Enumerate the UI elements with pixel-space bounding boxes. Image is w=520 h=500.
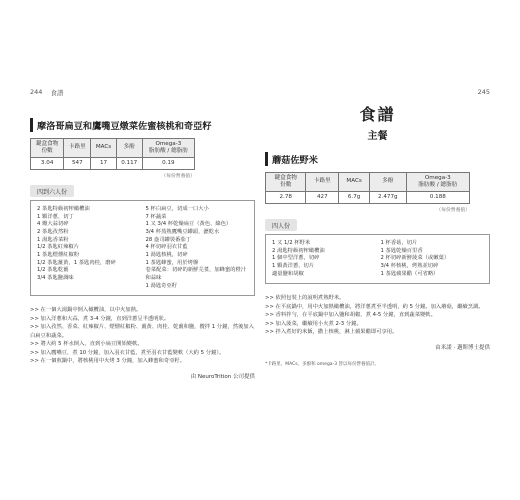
feature-heading-sub: 主餐 [367,131,388,142]
left-ingredients-col-1 [37,206,140,290]
left-steps [30,306,255,365]
step-text: >> 拌入煮好的米飯，撒上核桃，淋上蘋果醋即可享用。 [265,329,398,336]
nutrition-header-cell: 多酚 [370,173,407,192]
right-servings-label: 四人份 [265,219,297,231]
step-text: >> 加入洋蔥和大蒜，煮 3-4 分鐘，直到洋蔥呈半透明狀。 [30,315,170,322]
nutrition-header-row [266,173,470,192]
ingredient-item: 1 又 3/4 杯乾燥扁豆（黃色、綠色） [145,221,232,228]
ingredient-item: 4 杯切碎羽衣甘藍 [145,244,188,251]
step-text: >> 依照包裝上的說明煮熟野米。 [265,295,345,302]
right-page-number: 245 [477,88,490,96]
ingredient-item: 1 湯匙香菜粉 [37,236,69,243]
ingredient-item: 28 盎司罐裝番茄丁 [145,236,192,243]
ingredient-item: 1/2 茶匙薑黃，1 茶匙肉桂，磨碎 [37,259,116,266]
nutrition-header-cell: 鍵盒食物 份數 [31,139,64,158]
step-text: >> 加入鷹嘴豆，煮 10 分鐘，加入羽衣甘藍，煮至羽衣甘藍變軟（大約 5 分鐘）。 [30,349,225,356]
nutrition-value-row [31,157,195,169]
nutrition-value-cell: 427 [306,191,339,203]
left-ingredients-box [30,200,255,296]
left-nutrition-table [30,138,195,170]
ingredient-item: 2 杯切碎新鮮菠菜（或嫩葉） [380,255,450,262]
left-ingredients-col-2 [146,206,249,290]
ingredient-item: 1 茶匙蜂蜜，用於烤盤 [145,259,199,266]
nutrition-value-cell: 6.7g [339,191,370,203]
ingredient-item: 1 杯香菇，切片 [380,239,418,246]
left-recipe-title: 摩洛哥扁豆和鷹嘴豆燉菜佐蜜核桃和奇亞籽 [30,118,255,132]
step-text: >> 在平底鍋中，用中火加熱橄欖油，將洋蔥煮至半透明，約 5 分鐘。加入蘑菇，繼續烹調。 [265,303,484,310]
right-credit: 由米諾 · 邁斯博士提供 [435,344,490,351]
nutrition-header-row [31,139,195,158]
ingredient-item: 7 杯蔬菜 [145,213,167,220]
nutrition-value-cell: 0.188 [406,191,469,203]
nutrition-header-cell: MACs [91,139,116,158]
nutrition-value-cell: 3.04 [31,157,64,169]
nutrition-header-cell: Omega-3 脂肪酸 / 總脂肪 [406,173,469,192]
step-text: >> 在一個大湯鍋中倒入橄欖油，以中火加熱。 [30,307,142,314]
nutrition-value-cell: 2.477g [370,191,407,203]
ingredient-item: 1 茶匙蘋果醋（可省略） [380,270,439,277]
ingredient-item: 2 茶匙孜然粉 [37,228,69,235]
nutrition-value-cell: 547 [64,157,91,169]
ingredient-item: 4 瓣大蒜切碎 [37,221,69,228]
ingredient-item: 適量鹽和胡椒 [272,270,304,277]
right-page [265,88,490,390]
step-text: >> 將大約 5 杯水倒入，直到小扁豆開始變軟。 [30,341,143,348]
nutrition-value-cell: 0.117 [116,157,142,169]
right-nutrition-table [265,172,470,204]
right-nutrition-note: （每份營養值） [436,207,470,213]
ingredient-item: 1/2 茶匙乾薑 [37,267,69,274]
ingredient-item: 1/2 茶匙紅辣椒片 [37,244,79,251]
left-servings-label: 四到六人份 [30,185,74,197]
ingredient-item: 2 茶匙特級初榨橄欖油 [37,205,90,212]
right-ingredients-box [265,234,490,284]
left-running-header [30,88,255,97]
nutrition-value-row [266,191,470,203]
nutrition-value-cell: 17 [91,157,116,169]
ingredient-item: 1 茶匙乾燥百里香 [380,247,423,254]
step-text: >> 在一個煎鍋中，將核桃用中火烤 3 分鐘，加入蜂蜜和奇亞籽。 [30,358,186,365]
ingredient-item: 5 杯白扁豆，切成一口大小 [145,205,209,212]
ingredient-item: 3/4 杯蒸熟鷹嘴豆罐頭，瀝乾水 [145,228,220,235]
nutrition-header-cell: 鍵盒食物 份數 [266,173,306,192]
ingredient-item: 1 顆黃洋蔥，切片 [272,262,315,269]
nutrition-header-cell: 多酚 [116,139,142,158]
nutrition-header-cell: Omega-3 脂肪酸 / 總脂肪 [142,139,194,158]
ingredient-item: 卷菜配菜：切碎的新鮮芫荽，加蜂蜜的橙汁和蒜味 [145,267,247,281]
left-nutrition-note: （每份營養值） [161,173,195,179]
ingredient-item: 1 湯匙奇亞籽 [145,282,178,289]
left-section-name: 食譜 [50,89,64,97]
ingredient-item: 2 湯匙特級初榨橄欖油 [272,247,325,254]
right-ingredients-col-1 [272,240,375,278]
ingredient-item: 1 個中型洋蔥，切碎 [272,255,320,262]
step-text: >> 香料拌勻，在平底鍋中加入鹽和胡椒，煮 4-5 分鐘，直到蔬菜變軟。 [265,312,436,319]
ingredient-item: 1 湯匙核桃，切碎 [145,251,188,258]
nutrition-value-cell: 0.19 [142,157,194,169]
left-page-number: 244 [30,88,43,96]
step-text: >> 加入孜然、香菜、紅辣椒片、煙燻紅椒粉、薑黃、肉桂、乾薑和鹽，攪拌 1 分鐘，然後加入白扁豆和蔬菜。 [30,324,254,339]
ingredient-item: 3/4 茶匙鹽調味 [37,275,74,281]
right-steps [265,294,490,336]
feature-heading [265,102,490,142]
left-page [30,88,255,390]
ingredient-item: 3/4 杯核桃，烤熟並切碎 [380,262,439,269]
ingredient-item: 1 顆洋蔥，切丁 [37,213,74,220]
nutrition-header-cell: 卡路里 [64,139,91,158]
ingredient-item: 1 又 1/2 杯野米 [272,239,311,246]
right-running-header [265,88,490,96]
nutrition-value-cell: 2.78 [266,191,306,203]
right-footnote: *卡路里、MACs、多酚和 omega-3 皆以每份營養值計。 [265,361,379,367]
nutrition-header-cell: 卡路里 [306,173,339,192]
ingredient-item: 1 茶匙煙燻紅椒粉 [37,251,80,258]
right-recipe-title: 蘑菇佐野米 [265,152,490,166]
step-text: >> 加入菠菜，繼續用小火煮 2-3 分鐘。 [265,320,362,327]
right-ingredients-col-2 [381,240,484,278]
feature-heading-main: 食譜 [359,105,396,124]
left-credit: 由 NeuroTrition 公司提供 [190,373,255,380]
nutrition-header-cell: MACs [339,173,370,192]
